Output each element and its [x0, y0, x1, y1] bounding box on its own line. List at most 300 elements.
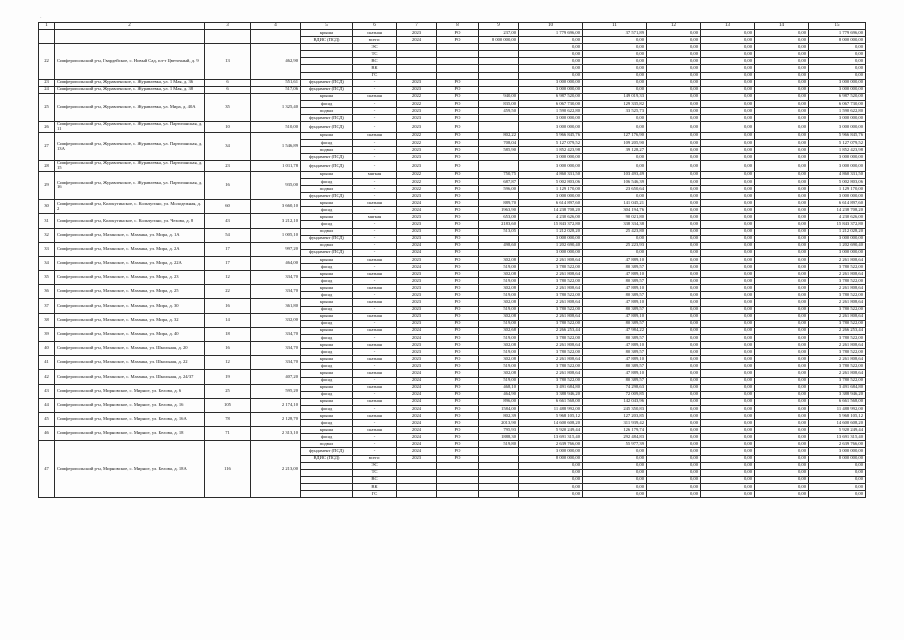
- table-cell: РО: [437, 370, 479, 377]
- table-cell: 2024: [397, 377, 437, 384]
- table-cell: 0,00: [701, 285, 755, 292]
- table-cell: фасад: [301, 334, 353, 341]
- table-cell: 0,00: [701, 207, 755, 214]
- house-number-cell: 43: [39, 384, 55, 398]
- house-number-cell: 44: [39, 398, 55, 412]
- area-cell: 517,06: [251, 86, 301, 93]
- table-cell: 0,00: [809, 476, 866, 483]
- area-cell: 1 005,10: [251, 228, 301, 242]
- table-cell: 1888,30: [479, 434, 519, 441]
- table-cell: [301, 58, 353, 65]
- table-cell: 2023: [397, 271, 437, 278]
- table-cell: 2 261 808,64: [809, 356, 866, 363]
- table-cell: крыша: [301, 256, 353, 263]
- table-cell: 80 389,57: [583, 334, 647, 341]
- table-cell: 6 067 730,00: [809, 100, 866, 107]
- table-cell: фундамент (ПСД): [301, 448, 353, 455]
- series-cell: 12: [205, 356, 251, 370]
- table-cell: 0,00: [755, 51, 809, 58]
- table-cell: 0,00: [755, 235, 809, 242]
- table-cell: 2 261 808,64: [809, 271, 866, 278]
- table-cell: 0,00: [755, 79, 809, 86]
- table-cell: 13 691 315,40: [809, 434, 866, 441]
- table-cell: 0,00: [755, 349, 809, 356]
- table-cell: 2023: [397, 285, 437, 292]
- column-number-row: [39, 23, 866, 30]
- table-cell: 1 852 423,98: [519, 147, 583, 154]
- table-cell: 0,00: [701, 51, 755, 58]
- table-cell: 3 000 000,00: [519, 193, 583, 200]
- table-cell: 33 525,73: [583, 108, 647, 115]
- table-cell: 498,60: [479, 242, 519, 249]
- table-row: [39, 161, 866, 172]
- table-cell: 0,00: [647, 285, 701, 292]
- table-cell: подвал: [301, 441, 353, 448]
- house-number-cell: 31: [39, 214, 55, 228]
- table-cell: 3 780 522,00: [519, 306, 583, 313]
- table-cell: 0,00: [519, 44, 583, 51]
- table-cell: 0,00: [701, 37, 755, 44]
- table-cell: 3 780 522,00: [809, 278, 866, 285]
- table-cell: 0,00: [701, 469, 755, 476]
- table-cell: 127 176,90: [583, 132, 647, 139]
- table-cell: [479, 462, 519, 469]
- address-cell: Симферопольский р-н, Мазанское, с. Мазанка, ул. Мира, д. 40: [55, 327, 205, 341]
- table-cell: -: [353, 334, 397, 341]
- address-cell: Симферопольский р-н, Мирновское, с. Мирное, ул. Белова, д. 16А: [55, 412, 205, 426]
- table-cell: [479, 51, 519, 58]
- table-cell: 23 650,64: [583, 185, 647, 192]
- table-cell: 0,00: [647, 37, 701, 44]
- table-cell: 126 179,74: [583, 427, 647, 434]
- table-cell: 0,00: [701, 491, 755, 498]
- table-cell: 0,00: [809, 44, 866, 51]
- table-cell: 0,00: [701, 178, 755, 185]
- table-cell: 0,00: [647, 132, 701, 139]
- table-cell: -: [353, 185, 397, 192]
- table-cell: РО: [437, 122, 479, 133]
- table-cell: [437, 462, 479, 469]
- series-cell: 34: [205, 132, 251, 160]
- table-cell: 0,00: [647, 299, 701, 306]
- table-cell: фасад: [301, 278, 353, 285]
- table-cell: 2023: [397, 299, 437, 306]
- address-cell: Симферопольский р-н, Журавленское, с. Журавлевка, ул. Партизанская, д. 13А: [55, 132, 205, 160]
- area-cell: 1 325,40: [251, 93, 301, 121]
- table-cell: [397, 476, 437, 483]
- table-cell: 0,00: [755, 448, 809, 455]
- series-cell: 6: [205, 86, 251, 93]
- table-cell: 2022: [397, 100, 437, 107]
- table-row: [39, 79, 866, 86]
- table-cell: 0,00: [647, 93, 701, 100]
- table-cell: РО: [437, 271, 479, 278]
- table-cell: 940,00: [479, 93, 519, 100]
- column-header: 12: [647, 23, 701, 30]
- table-cell: 2013,90: [479, 420, 519, 427]
- table-cell: РО: [437, 334, 479, 341]
- series-cell: 23: [205, 161, 251, 172]
- table-cell: -: [353, 363, 397, 370]
- table-cell: 0,00: [755, 306, 809, 313]
- table-cell: 3 000 000,00: [809, 193, 866, 200]
- table-cell: 0,00: [701, 100, 755, 107]
- table-cell: 3 780 522,00: [809, 349, 866, 356]
- table-cell: 802,22: [479, 132, 519, 139]
- table-cell: 1 590 622,80: [519, 108, 583, 115]
- table-cell: 2 639 766,00: [809, 441, 866, 448]
- table-cell: 0,00: [755, 434, 809, 441]
- table-cell: 2023: [397, 455, 437, 462]
- house-number-cell: 42: [39, 370, 55, 384]
- table-cell: крыша: [301, 30, 353, 37]
- table-cell: скатная: [353, 412, 397, 419]
- address-cell: Симферопольский р-н, Мазанское, с. Мазанка, ул. Мира, д. 25: [55, 285, 205, 299]
- table-cell: 302,08: [479, 285, 519, 292]
- table-cell: 3 000 000,00: [809, 249, 866, 256]
- table-cell: [301, 491, 353, 498]
- table-cell: 0,00: [519, 476, 583, 483]
- table-cell: 0,00: [755, 154, 809, 161]
- table-cell: 0,00: [755, 313, 809, 320]
- house-number-cell: 45: [39, 412, 55, 426]
- table-cell: 5 002 803,06: [809, 178, 866, 185]
- table-cell: 3 000 000,00: [519, 154, 583, 161]
- table-cell: -: [353, 320, 397, 327]
- table-cell: 14 600 608,20: [809, 420, 866, 427]
- table-row: [39, 412, 866, 419]
- table-row: [39, 256, 866, 263]
- table-cell: 2023: [397, 221, 437, 228]
- address-cell: Симферопольский р-н, Мирновское, с. Мирное, ул. Белова, д. 16: [55, 398, 205, 412]
- table-cell: -: [353, 100, 397, 107]
- column-header: 7: [397, 23, 437, 30]
- table-cell: -: [353, 139, 397, 146]
- table-cell: РО: [437, 100, 479, 107]
- table-cell: мягкая: [353, 171, 397, 178]
- table-cell: РО: [437, 30, 479, 37]
- table-cell: -: [353, 221, 397, 228]
- table-cell: 0,00: [583, 86, 647, 93]
- table-cell: 0,00: [583, 483, 647, 490]
- table-cell: скатная: [353, 356, 397, 363]
- table-cell: [479, 65, 519, 72]
- table-cell: 14 600 608,20: [519, 420, 583, 427]
- table-cell: 0,00: [647, 483, 701, 490]
- table-cell: 3 780 522,00: [809, 292, 866, 299]
- table-cell: 2023: [397, 356, 437, 363]
- table-cell: 0,00: [755, 469, 809, 476]
- table-cell: 2 261 808,64: [519, 356, 583, 363]
- table-cell: [397, 58, 437, 65]
- table-cell: 4 230 626,00: [809, 214, 866, 221]
- table-cell: 3 000 000,00: [809, 235, 866, 242]
- table-cell: 1 590 622,80: [809, 108, 866, 115]
- table-cell: 2 261 808,64: [809, 299, 866, 306]
- table-cell: 519,00: [479, 306, 519, 313]
- table-cell: 0,00: [647, 491, 701, 498]
- table-row: [39, 242, 866, 249]
- table-cell: крыша: [301, 384, 353, 391]
- table-cell: 2024: [397, 405, 437, 412]
- table-cell: 0,00: [755, 214, 809, 221]
- series-cell: 10: [205, 122, 251, 133]
- table-cell: 2 261 808,64: [809, 370, 866, 377]
- table-cell: 0,00: [583, 65, 647, 72]
- table-cell: -: [353, 448, 397, 455]
- table-cell: скатная: [353, 342, 397, 349]
- table-cell: крыша: [301, 214, 353, 221]
- table-cell: 2 639 766,00: [519, 441, 583, 448]
- table-cell: [479, 154, 519, 161]
- table-cell: 0,00: [809, 65, 866, 72]
- table-cell: 0,00: [701, 264, 755, 271]
- table-cell: 0,00: [809, 483, 866, 490]
- table-cell: 47 889,10: [583, 356, 647, 363]
- table-cell: 0,00: [583, 122, 647, 133]
- table-cell: 80 389,57: [583, 264, 647, 271]
- table-cell: [479, 469, 519, 476]
- table-cell: 8 000 000,00: [519, 455, 583, 462]
- table-cell: [397, 44, 437, 51]
- table-cell: 0,00: [647, 242, 701, 249]
- table-row: [39, 200, 866, 207]
- table-cell: фундамент (ПСД): [301, 161, 353, 172]
- column-header: 9: [479, 23, 519, 30]
- table-cell: [479, 476, 519, 483]
- address-cell: Симферопольский р-н, Мирновское, с. Мирное, ул. Белова, д. 6: [55, 384, 205, 398]
- table-cell: 103 493,49: [583, 171, 647, 178]
- table-cell: 1963,90: [479, 207, 519, 214]
- area-cell: 997,20: [251, 242, 301, 256]
- table-cell: [301, 476, 353, 483]
- table-cell: 0,00: [755, 185, 809, 192]
- table-cell: 39 128,27: [583, 147, 647, 154]
- table-cell: -: [353, 115, 397, 122]
- column-header: 15: [809, 23, 866, 30]
- table-cell: 519,00: [479, 278, 519, 285]
- address-cell: Симферопольский р-н, Мазанское, с. Мазанка, ул. Школьная, д. 24/37: [55, 370, 205, 384]
- table-cell: -: [353, 235, 397, 242]
- table-cell: РО: [437, 455, 479, 462]
- table-cell: 0,00: [647, 154, 701, 161]
- table-cell: 3 780 522,00: [809, 306, 866, 313]
- table-cell: 0,00: [583, 235, 647, 242]
- table-cell: 0,00: [647, 44, 701, 51]
- column-header: 3: [205, 23, 251, 30]
- table-cell: 3 491 684,80: [519, 384, 583, 391]
- table-cell: 302,08: [479, 370, 519, 377]
- table-cell: -: [353, 147, 397, 154]
- table-cell: -: [353, 278, 397, 285]
- table-cell: 37 571,89: [583, 30, 647, 37]
- area-cell: 510,00: [251, 122, 301, 133]
- table-cell: РО: [437, 115, 479, 122]
- table-cell: 519,00: [479, 264, 519, 271]
- address-cell: Симферопольский р-н, Журавленское, с. Журавлевка, ул. Партизанская, д. 16: [55, 171, 205, 199]
- table-cell: 0,00: [647, 349, 701, 356]
- area-cell: 407,20: [251, 370, 301, 384]
- table-cell: 0,00: [701, 72, 755, 79]
- table-cell: 0,00: [755, 228, 809, 235]
- table-cell: 3 780 522,00: [809, 264, 866, 271]
- table-cell: ВК: [353, 483, 397, 490]
- table-cell: 2 261 808,64: [519, 285, 583, 292]
- table-cell: фасад: [301, 139, 353, 146]
- table-cell: 519,00: [479, 377, 519, 384]
- table-cell: крыша: [301, 370, 353, 377]
- table-cell: 0,00: [519, 462, 583, 469]
- table-cell: [301, 469, 353, 476]
- table-cell: 0,00: [583, 79, 647, 86]
- table-cell: [437, 469, 479, 476]
- table-cell: ВС: [353, 476, 397, 483]
- area-cell: 935,00: [251, 171, 301, 199]
- table-cell: -: [353, 441, 397, 448]
- table-cell: скатная: [353, 384, 397, 391]
- table-cell: 0,00: [647, 462, 701, 469]
- table-cell: 0,00: [647, 356, 701, 363]
- table-cell: РО: [437, 264, 479, 271]
- house-number-cell: 36: [39, 285, 55, 299]
- table-cell: ГС: [353, 72, 397, 79]
- table-cell: 0,00: [701, 30, 755, 37]
- table-cell: 0,00: [701, 161, 755, 172]
- table-cell: РО: [437, 242, 479, 249]
- table-cell: 0,00: [755, 200, 809, 207]
- table-cell: 0,00: [647, 391, 701, 398]
- table-cell: РО: [437, 178, 479, 185]
- table-cell: 0,00: [583, 455, 647, 462]
- table-cell: 0,00: [701, 200, 755, 207]
- table-cell: 2023: [397, 278, 437, 285]
- table-cell: 5 966 845,76: [809, 132, 866, 139]
- table-cell: 0,00: [583, 448, 647, 455]
- table-cell: 4 860 331,50: [809, 171, 866, 178]
- table-cell: 2023: [397, 108, 437, 115]
- table-cell: -: [353, 249, 397, 256]
- table-cell: 1 202 690,40: [519, 242, 583, 249]
- table-cell: 80 389,57: [583, 306, 647, 313]
- table-cell: 6 614 897,60: [809, 200, 866, 207]
- table-cell: 0,00: [755, 242, 809, 249]
- table-cell: 2022: [397, 178, 437, 185]
- table-cell: 0,00: [647, 79, 701, 86]
- table-cell: 3 780 522,00: [519, 278, 583, 285]
- table-cell: 302,08: [479, 356, 519, 363]
- table-cell: 141 045,21: [583, 200, 647, 207]
- table-cell: 0,00: [519, 72, 583, 79]
- table-cell: [437, 72, 479, 79]
- table-cell: 2022: [397, 139, 437, 146]
- table-cell: 0,00: [647, 405, 701, 412]
- house-number-cell: 34: [39, 256, 55, 270]
- table-cell: РО: [437, 441, 479, 448]
- table-cell: 0,00: [647, 441, 701, 448]
- table-cell: 3 000 000,00: [519, 235, 583, 242]
- series-cell: 22: [205, 285, 251, 299]
- address-cell: Симферопольский р-н, Мазанское, с. Мазанка, ул. Мира, д. 23: [55, 271, 205, 285]
- table-cell: 0,00: [755, 370, 809, 377]
- table-cell: фундамент (ПСД): [301, 154, 353, 161]
- table-cell: 0,00: [583, 491, 647, 498]
- table-cell: ВК: [353, 65, 397, 72]
- table-cell: [479, 455, 519, 462]
- table-cell: 25 423,80: [583, 228, 647, 235]
- table-cell: 0,00: [755, 476, 809, 483]
- table-cell: 0,00: [755, 139, 809, 146]
- table-cell: 0,00: [647, 292, 701, 299]
- table-cell: 0,00: [701, 108, 755, 115]
- table-cell: РО: [437, 299, 479, 306]
- address-cell: Симферопольский р-н, Журавленское, с. Журавлевка, ул. Партизанская, д. 15: [55, 161, 205, 172]
- table-cell: 0,00: [647, 207, 701, 214]
- series-cell: 16: [205, 342, 251, 356]
- table-cell: 106 546,39: [583, 178, 647, 185]
- table-cell: ЭС: [353, 44, 397, 51]
- table-row: [39, 313, 866, 320]
- table-cell: 5 968 105,12: [519, 412, 583, 419]
- table-cell: скатная: [353, 93, 397, 100]
- table-cell: [479, 86, 519, 93]
- house-number-cell: 33: [39, 242, 55, 256]
- table-cell: 2023: [397, 306, 437, 313]
- table-cell: 3 000 000,00: [809, 161, 866, 172]
- table-cell: 2023: [397, 320, 437, 327]
- table-cell: 0,00: [701, 412, 755, 419]
- table-cell: 0,00: [755, 483, 809, 490]
- area-cell: 334,70: [251, 342, 301, 356]
- table-cell: -: [353, 161, 397, 172]
- table-cell: 0,00: [647, 427, 701, 434]
- table-cell: 2023: [397, 349, 437, 356]
- table-cell: РО: [437, 108, 479, 115]
- table-cell: 3 000 000,00: [519, 161, 583, 172]
- table-cell: 80 389,57: [583, 363, 647, 370]
- table-cell: 0,00: [647, 214, 701, 221]
- table-cell: 0,00: [647, 469, 701, 476]
- table-cell: ВДИС (ПСД): [301, 37, 353, 44]
- table-cell: фундамент (ПСД): [301, 249, 353, 256]
- table-cell: 6 067 730,00: [519, 100, 583, 107]
- table-row: [39, 228, 866, 235]
- address-cell: Симферопольский р-н, Мазанское, с. Мазанка, ул. Мира, д. 32: [55, 313, 205, 327]
- table-cell: мягкая: [353, 214, 397, 221]
- table-cell: РО: [437, 356, 479, 363]
- table-cell: 2023: [397, 86, 437, 93]
- table-cell: фасад: [301, 420, 353, 427]
- table-cell: 0,00: [755, 65, 809, 72]
- table-cell: 0,00: [701, 420, 755, 427]
- table-cell: РО: [437, 200, 479, 207]
- table-cell: РО: [437, 313, 479, 320]
- table-cell: 1 779 696,00: [519, 30, 583, 37]
- table-cell: 0,00: [647, 122, 701, 133]
- table-cell: 2 261 808,64: [519, 370, 583, 377]
- table-cell: 2024: [397, 264, 437, 271]
- address-cell: Симферопольский р-н, Кольчугинское, с. Кольчугино, ул. Молодежная, д. 2: [55, 200, 205, 214]
- table-cell: 0,00: [755, 100, 809, 107]
- table-cell: 2023: [397, 161, 437, 172]
- table-cell: 2023: [397, 122, 437, 133]
- table-cell: крыша: [301, 132, 353, 139]
- table-cell: 0,00: [755, 455, 809, 462]
- table-cell: -: [353, 391, 397, 398]
- table-cell: [301, 483, 353, 490]
- table-cell: 2 266 253,44: [809, 327, 866, 334]
- table-cell: 47 889,10: [583, 271, 647, 278]
- series-cell: 71: [205, 427, 251, 441]
